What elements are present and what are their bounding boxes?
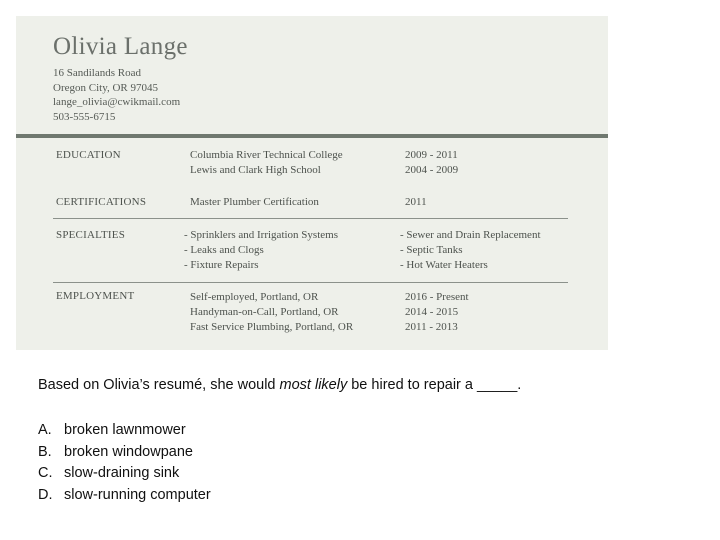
employment-jobs (190, 290, 353, 335)
choice-c[interactable] (38, 463, 211, 485)
header-divider (16, 134, 608, 138)
specialties-right (400, 228, 541, 273)
choice-d[interactable] (38, 485, 211, 507)
choice-letter: C. (38, 465, 53, 482)
certification-name: Master Plumber Certification (190, 196, 319, 208)
education-schools (190, 148, 343, 178)
resume-name: Olivia Lange (53, 33, 188, 60)
education-label: EDUCATION (56, 149, 121, 161)
education-years (405, 148, 458, 178)
certifications-label: CERTIFICATIONS (56, 196, 147, 208)
job-item: Self-employed, Portland, OR (190, 291, 319, 303)
choice-text: broken lawnmower (64, 422, 186, 438)
contact-block (53, 66, 180, 124)
specialty-item: - Leaks and Clogs (184, 244, 264, 256)
specialty-item: - Hot Water Heaters (400, 259, 488, 271)
address-line: 16 Sandilands Road (53, 67, 141, 79)
school-1-years: 2009 - 2011 (405, 149, 458, 161)
certification-year: 2011 (405, 196, 427, 208)
school-1: Columbia River Technical College (190, 149, 343, 161)
specialties-left (184, 228, 338, 273)
job-years: 2011 - 2013 (405, 321, 458, 333)
specialty-item: - Sprinklers and Irrigation Systems (184, 229, 338, 241)
choice-letter: D. (38, 487, 53, 504)
employment-years (405, 290, 469, 335)
choice-text: slow-running computer (64, 487, 211, 504)
specialty-item: - Sewer and Drain Replacement (400, 229, 541, 241)
answer-choices (38, 420, 211, 507)
city-line: Oregon City, OR 97045 (53, 81, 159, 94)
school-2-years: 2004 - 2009 (405, 164, 459, 176)
resume-image (16, 16, 608, 350)
question-stem (38, 377, 521, 393)
specialty-item: - Septic Tanks (400, 244, 463, 256)
question-emphasis: most likely (279, 377, 348, 393)
job-years: 2014 - 2015 (405, 306, 459, 318)
specialty-item: - Fixture Repairs (184, 259, 259, 271)
question-text-start: Based on Olivia’s resumé, she would (38, 377, 280, 393)
email-line: lange_olivia@cwikmail.com (53, 96, 181, 109)
employment-label: EMPLOYMENT (56, 290, 135, 302)
choice-text: slow-draining sink (64, 465, 180, 482)
school-2: Lewis and Clark High School (190, 164, 321, 176)
choice-letter: A. (38, 422, 52, 438)
job-item: Handyman-on-Call, Portland, OR (190, 306, 339, 318)
choice-letter: B. (38, 443, 52, 460)
choice-text: broken windowpane (64, 443, 193, 460)
choice-a[interactable] (38, 420, 211, 442)
phone-line: 503-555-6715 (53, 110, 116, 123)
section-divider (53, 282, 568, 283)
choice-b[interactable] (38, 442, 211, 464)
job-years: 2016 - Present (405, 291, 469, 303)
job-item: Fast Service Plumbing, Portland, OR (190, 321, 354, 333)
specialties-label: SPECIALTIES (56, 229, 126, 241)
question-text-end: be hired to repair a _____. (347, 377, 522, 393)
section-divider (53, 218, 568, 219)
